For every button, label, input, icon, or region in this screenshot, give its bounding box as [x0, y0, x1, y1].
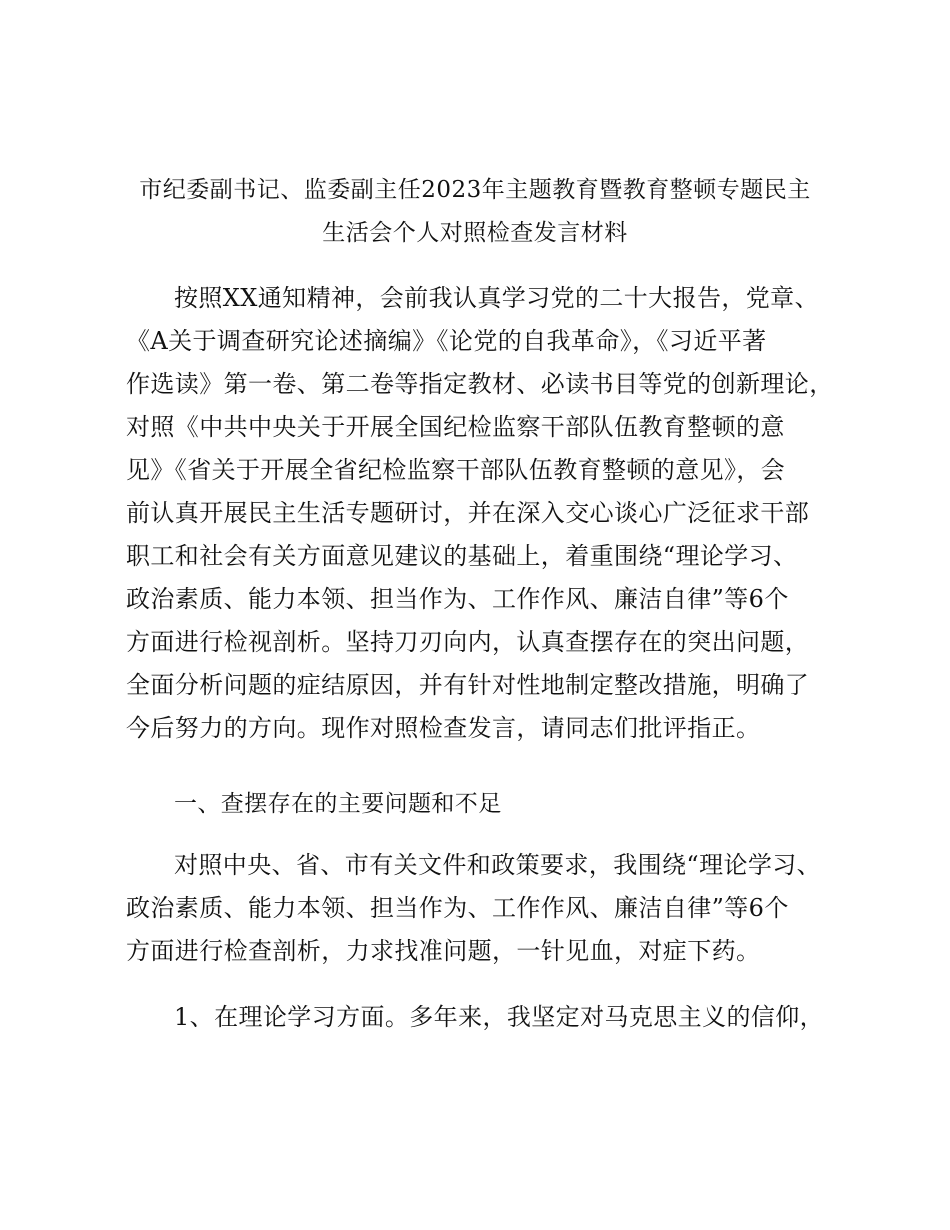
intro-line-6: 前认真开展民主生活专题研讨，并在深入交心谈心广泛征求干部 — [126, 499, 810, 527]
document-title-line-1: 市纪委副书记、监委副主任2023年主题教育暨教育整顿专题民主 — [139, 177, 811, 203]
intro-line-7: 职工和社会有关方面意见建议的基础上，着重围绕“理论学习、 — [126, 542, 798, 570]
intro-line-1: 按照XX通知精神，会前我认真学习党的二十大报告，党章、 — [174, 284, 819, 312]
intro-line-5: 见》《省关于开展全省纪检监察干部队伍教育整顿的意见》，会 — [126, 456, 786, 484]
intro-line-11: 今后努力的方向。现作对照检查发言，请同志们批评指正。 — [126, 714, 761, 742]
intro-line-4: 对照《中共中央关于开展全国纪检监察干部队伍教育整顿的意 — [126, 413, 785, 441]
section-1-line-2: 政治素质、能力本领、担当作为、工作作风、廉洁自律”等6个 — [126, 894, 789, 922]
intro-line-8: 政治素质、能力本领、担当作为、工作作风、廉洁自律”等6个 — [126, 585, 789, 613]
intro-line-10: 全面分析问题的症结原因，并有针对性地制定整改措施，明确了 — [126, 671, 810, 699]
intro-line-3: 作选读》第一卷、第二卷等指定教材、必读书目等党的创新理论， — [126, 370, 834, 398]
section-1-line-3: 方面进行检查剖析，力求找准问题，一针见血，对症下药。 — [126, 937, 761, 965]
item-1-line-1: 1、在理论学习方面。多年来，我坚定对马克思主义的信仰， — [174, 1003, 825, 1031]
document-title-line-2: 生活会个人对照检查发言材料 — [322, 220, 628, 246]
section-1-heading: 一、查摆存在的主要问题和不足 — [174, 791, 502, 817]
intro-line-2: 《A关于调查研究论述摘编》《论党的自我革命》，《习近平著 — [126, 327, 767, 355]
section-1-line-1: 对照中央、省、市有关文件和政策要求，我围绕“理论学习、 — [174, 851, 822, 879]
intro-line-9: 方面进行检视剖析。坚持刀刃向内，认真查摆存在的突出问题， — [126, 628, 810, 656]
